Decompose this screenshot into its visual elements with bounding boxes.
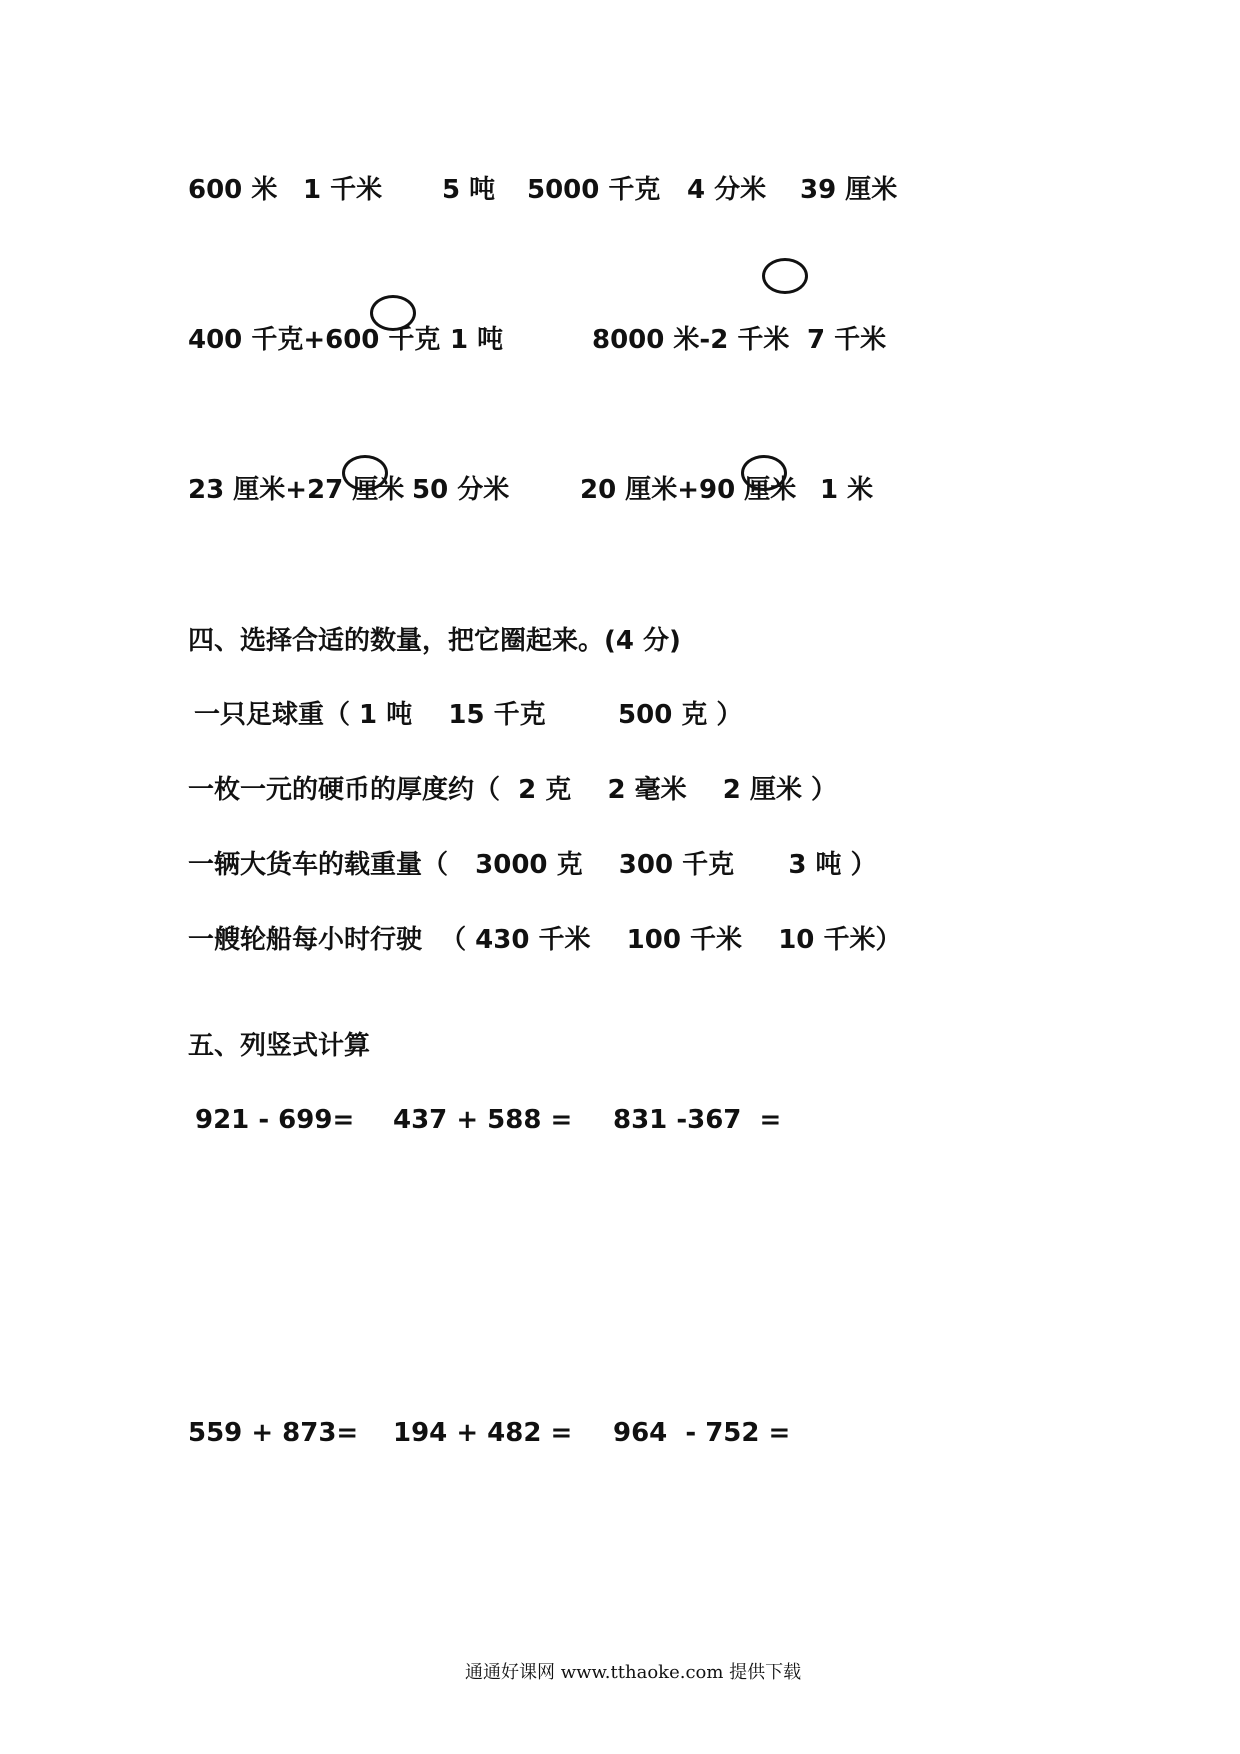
answer-circle-4[interactable] [741, 455, 787, 491]
calc-3: 831 -367 = [613, 1105, 782, 1135]
row1-item-4: 5000 千克 [527, 175, 661, 205]
row1-item-5: 4 分米 [687, 175, 767, 205]
section4-question-2: 一枚一元的硬币的厚度约（ 2 克 2 毫米 2 厘米 ） [188, 775, 837, 805]
section4-title: 四、选择合适的数量，把它圈起来。(4 分) [188, 626, 681, 656]
row2-expression-2: 8000 米-2 千米 [592, 325, 790, 355]
answer-circle-1[interactable] [370, 295, 416, 331]
calc-6: 964 - 752 = [613, 1418, 791, 1448]
calc-2: 437 + 588 = [393, 1105, 573, 1135]
calc-1: 921 - 699= [195, 1105, 355, 1135]
row1-item-6: 39 厘米 [800, 175, 898, 205]
section4-question-1: 一只足球重（ 1 吨 15 千克 500 克 ） [194, 700, 743, 730]
calc-4: 559 + 873= [188, 1418, 359, 1448]
calc-5: 194 + 482 = [393, 1418, 573, 1448]
section4-question-4: 一艘轮船每小时行驶 （ 430 千米 100 千米 10 千米） [188, 925, 902, 955]
section4-question-3: 一辆大货车的载重量（ 3000 克 300 千克 3 吨 ） [188, 850, 877, 880]
row2-value-1: 1 吨 [450, 325, 504, 355]
row3-expression-1: 23 厘米+27 厘米 [188, 475, 405, 505]
footer-text: 通通好课网 www.tthaoke.com 提供下载 [465, 1662, 802, 1683]
row2-expression-1: 400 千克+600 千克 [188, 325, 441, 355]
row1-item-2: 1 千米 [303, 175, 383, 205]
row1-item-1: 600 米 [188, 175, 278, 205]
answer-circle-3[interactable] [342, 455, 388, 491]
section5-title: 五、列竖式计算 [188, 1031, 371, 1061]
row3-expression-2: 20 厘米+90 厘米 [580, 475, 797, 505]
row2-value-2: 7 千米 [807, 325, 887, 355]
row3-value-1: 50 分米 [412, 475, 510, 505]
answer-circle-2[interactable] [762, 258, 808, 294]
row3-value-2: 1 米 [820, 475, 874, 505]
row1-item-3: 5 吨 [442, 175, 496, 205]
